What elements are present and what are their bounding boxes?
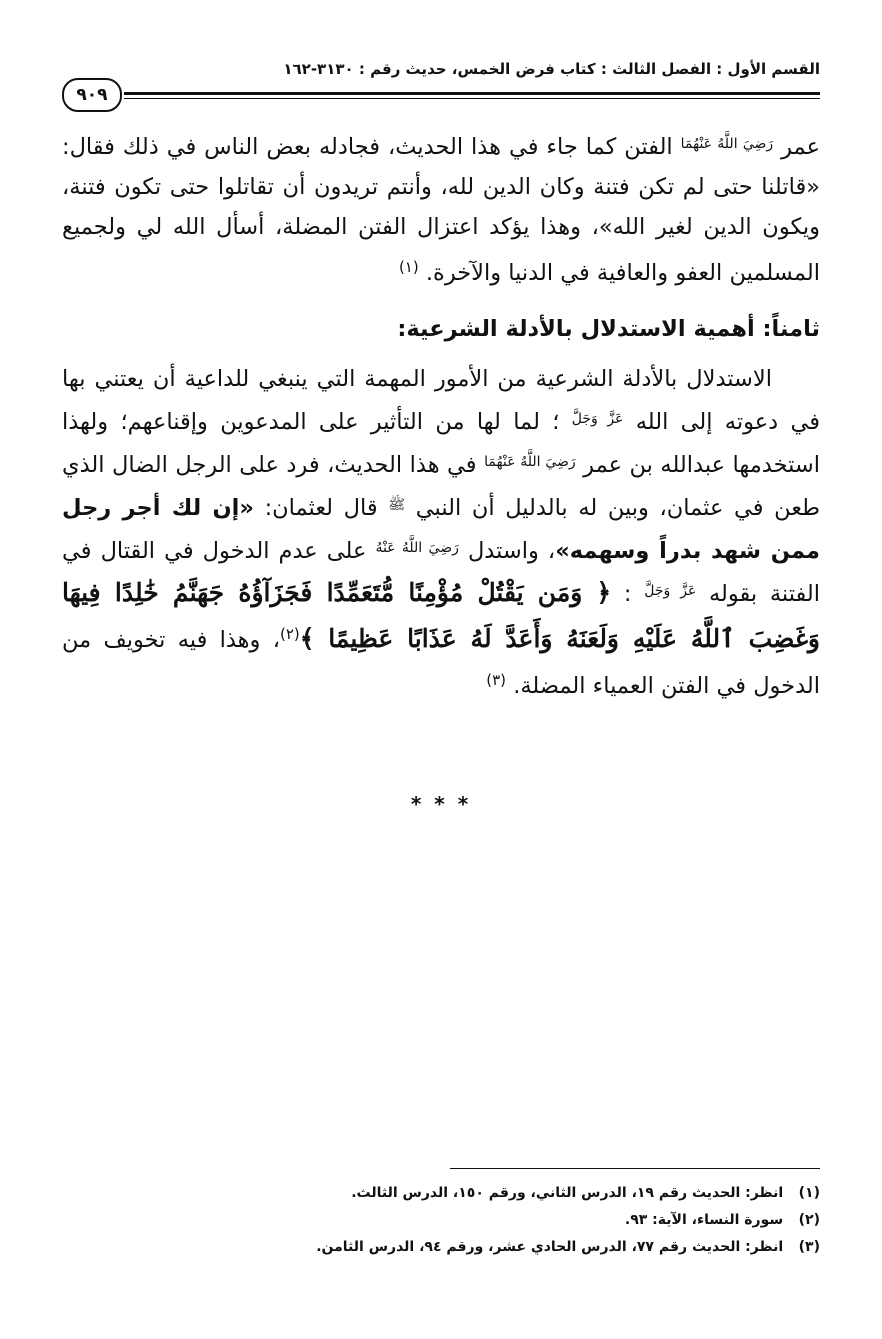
text-run: الفتن كما جاء في هذا الحديث، فجادله بعض الناس في ذلك فقال: «قاتلنا حتى لم تكن فتنة وكان الدين لله، وأنتم تريدون أن تقاتلوا حتى تكون فتنة، ويكون الدين لغير الله»، وهذا يؤكد اعتزال الفتن المضلة، أسأل الله لي ولجميع المسلمين العفو والعافية في الدنيا والآخرة. <box>62 134 820 286</box>
page-header <box>62 58 820 116</box>
hadith-quote: «إن لك أجر رجل ممن شهد بدراً وسهمه» <box>62 495 820 564</box>
footnote-ref[interactable]: (٢) <box>279 625 300 643</box>
paragraph-continuation <box>62 124 820 293</box>
honorific-glyph: رَضِيَ اللَّهُ عَنْهُمَا <box>680 136 774 152</box>
footnote-text: انظر: الحديث رقم ٧٧، الدرس الحادي عشر، ورقم ٩٤، الدرس الثامن. <box>316 1239 784 1255</box>
honorific-glyph: رَضِيَ اللَّهُ عَنْهُ <box>375 540 459 556</box>
paragraph-main <box>62 359 820 706</box>
main-text <box>62 124 820 706</box>
section-heading: ثامناً: أهمية الاستدلال بالأدلة الشرعية: <box>397 316 820 342</box>
footnote-ref[interactable]: (٣) <box>486 671 507 689</box>
footnote-number: (٢) <box>798 1212 820 1228</box>
footnote-text: سورة النساء، الآية: ٩٣. <box>624 1212 784 1228</box>
header-rule <box>124 92 820 99</box>
text-run: : <box>623 581 632 607</box>
footnote-item <box>62 1180 820 1207</box>
page-number: ٩٠٩ <box>62 78 122 112</box>
section-divider: * * * <box>410 792 472 816</box>
honorific-glyph: عَزَّ وَجَلَّ <box>644 583 697 599</box>
footnote-text: انظر: الحديث رقم ١٩، الدرس الثاني، ورقم ١٥٠، الدرس الثالث. <box>351 1185 784 1201</box>
text-run: على عدم الدخول في القتال في الفتنة بقوله <box>62 538 820 607</box>
honorific-glyph: ﷺ <box>388 497 406 513</box>
footnote-item <box>62 1234 820 1261</box>
footnote-number: (١) <box>798 1185 820 1201</box>
honorific-glyph: عَزَّ وَجَلَّ <box>571 411 624 427</box>
text-run: ، واستدل <box>467 538 556 564</box>
footnotes <box>62 1180 820 1261</box>
footnote-ref[interactable]: (١) <box>398 258 419 276</box>
footnote-rule <box>450 1168 820 1169</box>
text-run: ؛ لما لها من التأثير على المدعوين وإقناعهم؛ ولهذا استخدمها عبدالله بن عمر <box>62 409 821 478</box>
text-run: قال لعثمان: <box>264 495 378 521</box>
text-run: عمر <box>781 134 820 160</box>
text-run: ، وهذا فيه تخويف من الدخول في الفتن العمياء المضلة. <box>62 627 820 699</box>
footnote-item <box>62 1207 820 1234</box>
text-run: الاستدلال بالأدلة الشرعية من الأمور المهمة التي ينبغي للداعية أن يعتني بها في دعوته إلى الله <box>62 366 821 435</box>
text-run: في هذا الحديث، فرد على الرجل الضال الذي طعن في عثمان، وبين له بالدليل أن النبي <box>62 452 821 521</box>
footnote-number: (٣) <box>798 1239 820 1255</box>
running-head: القسم الأول : الفصل الثالث : كتاب فرض الخمس، حديث رقم : ٣١٣٠-١٦٢ <box>283 60 820 78</box>
honorific-glyph: رَضِيَ اللَّهُ عَنْهُمَا <box>484 454 576 470</box>
quran-verse: ﴿ وَمَن يَقْتُلْ مُؤْمِنًا مُّتَعَمِّدًا فَجَزَآؤُهُ جَهَنَّمُ خَٰلِدًا فِيهَا وَغَضِبَ ٱللَّهُ عَلَيْهِ وَلَعَنَهُ وَأَعَدَّ لَهُ عَذَابًا عَظِيمًا ﴾ <box>62 578 820 653</box>
